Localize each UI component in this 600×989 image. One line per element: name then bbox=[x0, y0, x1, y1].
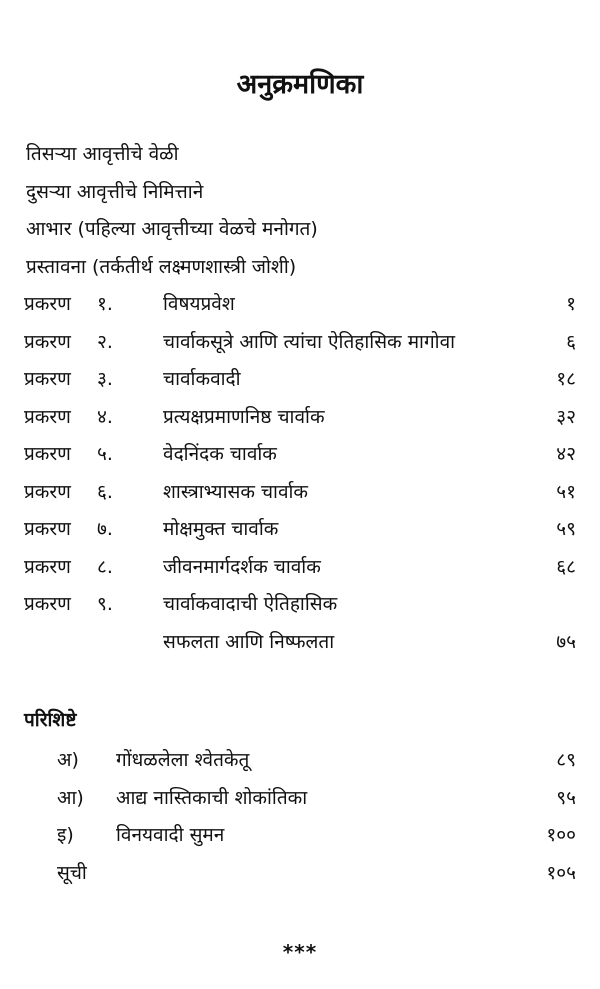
chapter-label: प्रकरण bbox=[24, 368, 71, 390]
chapter-number: ४. bbox=[97, 406, 113, 428]
chapter-page: ६ bbox=[566, 331, 576, 353]
chapter-row bbox=[0, 365, 600, 395]
chapter-label: प्रकरण bbox=[24, 443, 71, 465]
chapter-label: प्रकरण bbox=[24, 593, 71, 615]
index-label: सूची bbox=[57, 862, 87, 884]
chapter-number: ५. bbox=[97, 443, 113, 465]
chapter-row bbox=[0, 553, 600, 583]
chapter-number: ३. bbox=[97, 368, 113, 390]
chapter-title-continuation: सफलता आणि निष्फलता bbox=[163, 631, 335, 653]
chapter-number: २. bbox=[97, 331, 113, 353]
preface-entry: तिसऱ्या आवृत्तीचे वेळी bbox=[26, 143, 179, 165]
appendix-marker: अ) bbox=[57, 749, 79, 771]
chapter-page: १ bbox=[566, 293, 576, 315]
appendix-page: १०० bbox=[546, 824, 576, 846]
chapter-title: शास्त्राभ्यासक चार्वाक bbox=[163, 481, 309, 503]
page-title: अनुक्रमणिका bbox=[236, 69, 364, 100]
chapter-page: ३२ bbox=[556, 406, 576, 428]
chapter-title: चार्वाकवादी bbox=[163, 368, 241, 390]
appendix-marker: आ) bbox=[57, 787, 84, 809]
end-mark: *** bbox=[282, 940, 318, 964]
chapter-title: मोक्षमुक्त चार्वाक bbox=[163, 518, 279, 540]
chapter-page: ४२ bbox=[556, 443, 576, 465]
chapter-label: प्रकरण bbox=[24, 481, 71, 503]
chapter-row bbox=[0, 328, 600, 358]
chapter-page: ५१ bbox=[556, 481, 576, 503]
preface-entry: आभार (पहिल्या आवृत्तीच्या वेळचे मनोगत) bbox=[26, 218, 318, 240]
chapter-row bbox=[0, 478, 600, 508]
appendix-page: ८९ bbox=[556, 749, 576, 771]
chapter-title: प्रत्यक्षप्रमाणनिष्ठ चार्वाक bbox=[163, 406, 325, 428]
chapter-number: ६. bbox=[97, 481, 113, 503]
chapter-page: १८ bbox=[556, 368, 576, 390]
chapter-row bbox=[0, 590, 600, 620]
chapter-page: ६८ bbox=[556, 556, 576, 578]
appendix-title: गोंधळलेला श्वेतकेतू bbox=[116, 749, 250, 771]
appendix-marker: इ) bbox=[57, 824, 74, 846]
appendix-row bbox=[0, 746, 600, 776]
chapter-row bbox=[0, 290, 600, 320]
chapter-title: विषयप्रवेश bbox=[163, 293, 235, 315]
appendix-title: आद्य नास्तिकाची शोकांतिका bbox=[116, 787, 308, 809]
chapter-title: जीवनमार्गदर्शक चार्वाक bbox=[163, 556, 321, 578]
chapter-page: ५९ bbox=[556, 518, 576, 540]
chapter-label: प्रकरण bbox=[24, 331, 71, 353]
preface-entry: दुसऱ्या आवृत्तीचे निमित्ताने bbox=[26, 181, 204, 203]
chapter-number: १. bbox=[97, 293, 113, 315]
chapter-row bbox=[0, 515, 600, 545]
appendix-page: ९५ bbox=[556, 787, 576, 809]
chapter-label: प्रकरण bbox=[24, 518, 71, 540]
appendix-row bbox=[0, 784, 600, 814]
appendix-row bbox=[0, 821, 600, 851]
chapter-label: प्रकरण bbox=[24, 556, 71, 578]
appendix-heading: परिशिष्टे bbox=[24, 709, 77, 731]
chapter-row bbox=[0, 440, 600, 470]
chapter-title: वेदनिंदक चार्वाक bbox=[163, 443, 277, 465]
chapter-number: ८. bbox=[97, 556, 113, 578]
chapter-number: ७. bbox=[97, 518, 113, 540]
chapter-label: प्रकरण bbox=[24, 293, 71, 315]
chapter-title: चार्वाकवादाची ऐतिहासिक bbox=[163, 593, 338, 615]
chapter-title: चार्वाकसूत्रे आणि त्यांचा ऐतिहासिक मागोवा bbox=[163, 331, 456, 353]
chapter-number: ९. bbox=[97, 593, 113, 615]
chapter-page: ७५ bbox=[556, 631, 576, 653]
index-page: १०५ bbox=[546, 862, 576, 884]
chapter-label: प्रकरण bbox=[24, 406, 71, 428]
chapter-row bbox=[0, 403, 600, 433]
appendix-title: विनयवादी सुमन bbox=[116, 824, 225, 846]
preface-entry: प्रस्तावना (तर्कतीर्थ लक्ष्मणशास्त्री जोशी) bbox=[26, 256, 297, 278]
